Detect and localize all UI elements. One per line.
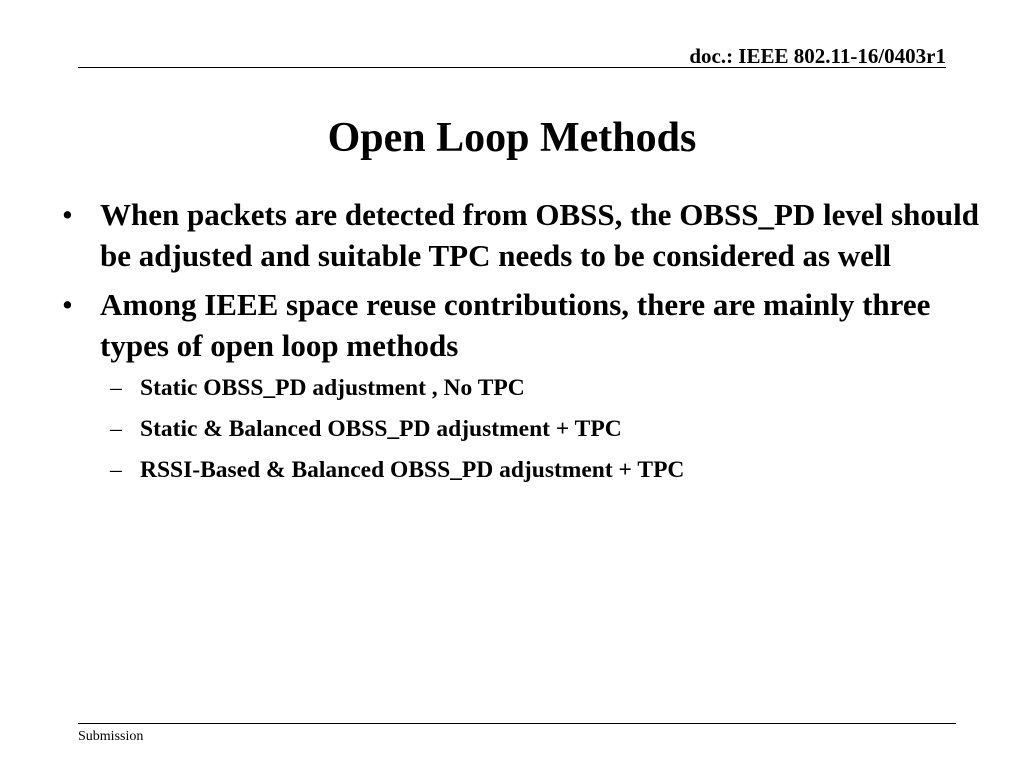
dash-icon: – xyxy=(110,375,122,401)
bullet-item xyxy=(60,284,990,491)
footer-divider xyxy=(78,723,956,724)
bullet-text: Among IEEE space reuse contributions, there are mainly three types of open loop methods xyxy=(100,287,931,363)
document-id: doc.: IEEE 802.11-16/0403r1 xyxy=(689,44,946,68)
sub-bullet-text: Static OBSS_PD adjustment , No TPC xyxy=(140,375,525,401)
sub-bullet-item xyxy=(94,409,990,450)
header-divider xyxy=(78,67,946,68)
dash-icon: – xyxy=(110,457,122,483)
sub-bullet-item xyxy=(94,368,990,409)
bullet-text: When packets are detected from OBSS, the OBSS_PD level should be adjusted and suitable TPC needs to be considered as well xyxy=(100,197,979,273)
bullet-icon: • xyxy=(62,287,73,322)
sub-bullet-item xyxy=(94,450,990,491)
bullet-item xyxy=(60,194,990,276)
slide-title: Open Loop Methods xyxy=(327,115,697,161)
sub-bullet-text: RSSI-Based & Balanced OBSS_PD adjustment + TPC xyxy=(140,457,685,483)
sub-bullet-text: Static & Balanced OBSS_PD adjustment + TPC xyxy=(140,416,622,442)
sub-bullet-list xyxy=(100,368,990,491)
bullet-icon: • xyxy=(62,197,73,232)
bullet-list xyxy=(60,194,990,499)
dash-icon: – xyxy=(110,416,122,442)
footer-submission-label: Submission xyxy=(78,729,144,744)
